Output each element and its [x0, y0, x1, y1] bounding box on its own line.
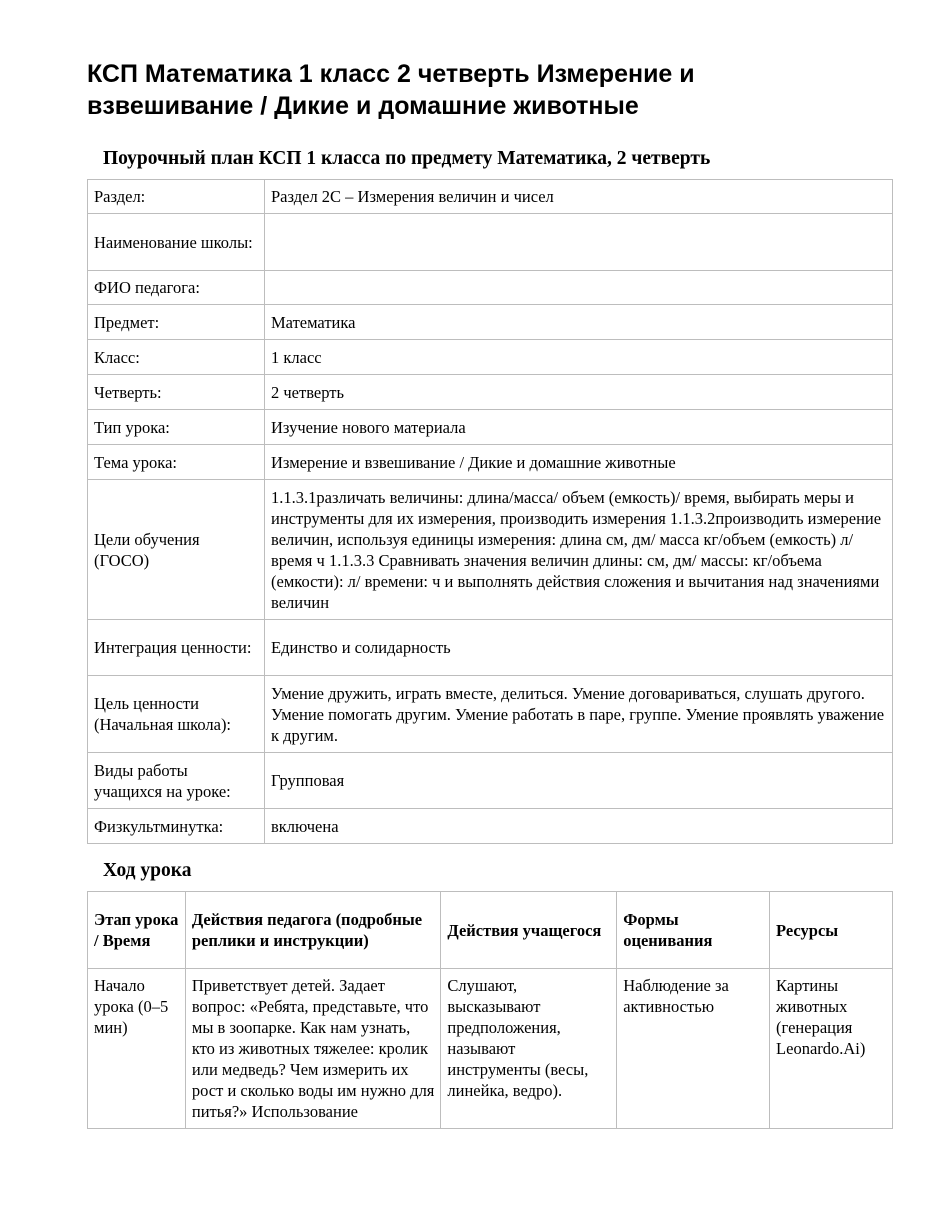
lesson-cell: Приветствует детей. Задает вопрос: «Ребята, представьте, что мы в зоопарке. Как нам узнать, кто из животных тяжелее: кролик или медведь? Чем измерить их рост и сколько воды им нужно для питья?» Использование: [185, 969, 441, 1129]
info-value: Единство и солидарность: [265, 620, 893, 676]
info-value: 1.1.3.1различать величины: длина/масса/ объем (емкость)/ время, выбирать меры и инструменты для их измерения, производить измерения 1.1.3.2производить измерение величин, используя единицы измерения: длина см, дм/ масса кг/объем (емкость) л/ время ч 1.1.3.3 Сравнивать значения величин длины: см, дм/ массы: кг/объема (емкости): л/ времени: ч и выполнять действия сложения и вычитания над значениями величин: [265, 480, 893, 620]
info-label: Наименование школы:: [88, 214, 265, 271]
lesson-heading: Ход урока: [103, 860, 192, 881]
lesson-column-header: Формы оценивания: [617, 892, 770, 969]
info-label: ФИО педагога:: [88, 271, 265, 305]
info-value: 1 класс: [265, 340, 893, 375]
info-label: Цели обучения (ГОСО): [88, 480, 265, 620]
info-row: [88, 214, 893, 271]
info-label: Цель ценности (Начальная школа):: [88, 676, 265, 753]
info-label: Предмет:: [88, 305, 265, 340]
info-label: Класс:: [88, 340, 265, 375]
info-value: [265, 271, 893, 305]
info-value: 2 четверть: [265, 375, 893, 410]
lesson-column-header: Ресурсы: [770, 892, 893, 969]
info-value: Изучение нового материала: [265, 410, 893, 445]
info-value: Математика: [265, 305, 893, 340]
info-row: [88, 676, 893, 753]
lesson-info-table: [87, 179, 893, 844]
document-title: КСП Математика 1 класс 2 четверть Измерение и взвешивание / Дикие и домашние животные: [87, 60, 695, 120]
info-row: [88, 445, 893, 480]
info-value: Измерение и взвешивание / Дикие и домашние животные: [265, 445, 893, 480]
lesson-cell: Наблюдение за активностью: [617, 969, 770, 1129]
info-label: Виды работы учащихся на уроке:: [88, 753, 265, 809]
info-row: [88, 620, 893, 676]
info-row: [88, 753, 893, 809]
info-label: Тема урока:: [88, 445, 265, 480]
lesson-column-header: Действия учащегося: [441, 892, 617, 969]
info-row: [88, 375, 893, 410]
info-row: [88, 271, 893, 305]
info-row: [88, 410, 893, 445]
lesson-cell: Картины животных (генерация Leonardo.Ai): [770, 969, 893, 1129]
info-value: Умение дружить, играть вместе, делиться. Умение договариваться, слушать другого. Умение помогать другим. Умение работать в паре, группе. Умение проявлять уважение к другим.: [265, 676, 893, 753]
info-label: Тип урока:: [88, 410, 265, 445]
info-label: Интеграция ценности:: [88, 620, 265, 676]
info-label: Четверть:: [88, 375, 265, 410]
info-row: [88, 305, 893, 340]
info-label: Физкультминутка:: [88, 809, 265, 844]
info-value: Групповая: [265, 753, 893, 809]
lesson-row: [88, 969, 893, 1129]
info-value: Раздел 2С – Измерения величин и чисел: [265, 180, 893, 214]
info-value: включена: [265, 809, 893, 844]
info-value: [265, 214, 893, 271]
info-row: [88, 340, 893, 375]
lesson-column-header: Этап урока / Время: [88, 892, 186, 969]
info-row: [88, 180, 893, 214]
lesson-column-header: Действия педагога (подробные реплики и инструкции): [185, 892, 441, 969]
info-row: [88, 480, 893, 620]
lesson-cell: Слушают, высказывают предположения, называют инструменты (весы, линейка, ведро).: [441, 969, 617, 1129]
plan-heading: Поурочный план КСП 1 класса по предмету Математика, 2 четверть: [103, 148, 711, 169]
lesson-cell: Начало урока (0–5 мин): [88, 969, 186, 1129]
info-label: Раздел:: [88, 180, 265, 214]
info-row: [88, 809, 893, 844]
lesson-flow-table: [87, 891, 893, 1129]
